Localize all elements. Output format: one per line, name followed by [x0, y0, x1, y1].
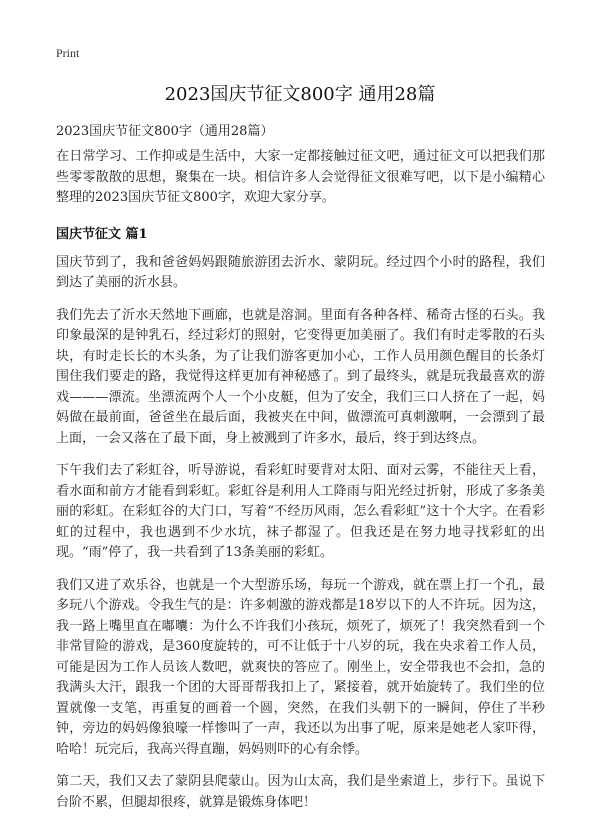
section-heading: 国庆节征文 篇1: [56, 226, 148, 242]
intro-paragraph: 在日常学习、工作抑或是生活中，大家一定都接触过征文吧，通过征文可以把我们那些零零散散的思想，聚集在一块。相信许多人会觉得征文很难写吧，以下是小编精心整理的2023国庆节征文800字，欢迎大家分享。: [56, 149, 545, 205]
paragraph-3: 下午我们去了彩虹谷，听导游说，看彩虹时要背对太阳、面对云雾，不能往天上看，看水面和前方才能看到彩虹。彩虹谷是利用人工降雨与阳光经过折射，形成了多条美丽的彩虹。在彩虹谷的大门口，写着“不经历风雨，怎么看彩虹”这十个大字。在看彩虹的过程中，我也遇到不少水坑，袜子都湿了。但我还是在努力地寻找彩虹的出现。“雨”停了，我一共看到了13条美丽的彩虹。: [56, 463, 545, 560]
paragraph-5: 第二天，我们又去了蒙阴县爬蒙山。因为山太高，我们是坐索道上，步行下。虽说下台阶不累，但腿却很疼，就算是锻炼身体吧！: [56, 774, 545, 810]
paragraph-4: 我们又进了欢乐谷，也就是一个大型游乐场，每玩一个游戏，就在票上打一个孔，最多玩八个游戏。令我生气的是：许多刺激的游戏都是18岁以下的人不许玩。因为这，我一路上嘴里直在嘟囔：为什么不许我们小孩玩，烦死了，烦死了！我突然看到一个非常冒险的游戏，是360度旋转的，可不让低于十八岁的玩，我在央求着工作人员，可能是因为工作人员该人数吧，就爽快的答应了。刚坐上，安全带我也不会扣，急的我满头大汗，跟我一个团的大哥哥帮我扣上了，紧接着，就开始旋转了。我们坐的位置就像一支笔，再重复的画着一个圆，突然，在我们头朝下的一瞬间，停住了半秒钟，旁边的妈妈像狼嚎一样惨叫了一声，我还以为出事了呢，原来是她老人家吓得，哈哈！玩完后，我高兴得直蹦，妈妈则吓的心有余悸。: [56, 577, 545, 757]
paragraph-1: 国庆节到了，我和爸爸妈妈跟随旅游团去沂水、蒙阴玩。经过四个小时的路程，我们到达了美丽的沂水县。: [56, 254, 545, 290]
print-link[interactable]: Print: [56, 46, 80, 60]
page-title: 2023国庆节征文800字 通用28篇: [164, 84, 436, 105]
paragraph-2: 我们先去了沂水天然地下画廊，也就是溶洞。里面有各种各样、稀奇古怪的石头。我印象最深的是钟乳石，经过彩灯的照射，它变得更加美丽了。我们有时走零散的石头块，有时走长长的木头条，为了让我们游客更加小心，工作人员用颜色醒目的长条灯围住我们要走的路，我觉得这样更加有神秘感了。到了最终头，就是玩我最喜欢的游戏———漂流。坐漂流两个人一个小皮艇，但为了安全，我们三口人挤在了一起，妈妈做在最前面，爸爸坐在最后面，我被夹在中间，做漂流可真刺激啊，一会漂到了最上面，一会又落在了最下面，身上被溅到了许多水，最后，终于到达终点。: [56, 307, 545, 446]
article-body: [56, 147, 545, 825]
page-subtitle: 2023国庆节征文800字（通用28篇）: [56, 124, 274, 139]
